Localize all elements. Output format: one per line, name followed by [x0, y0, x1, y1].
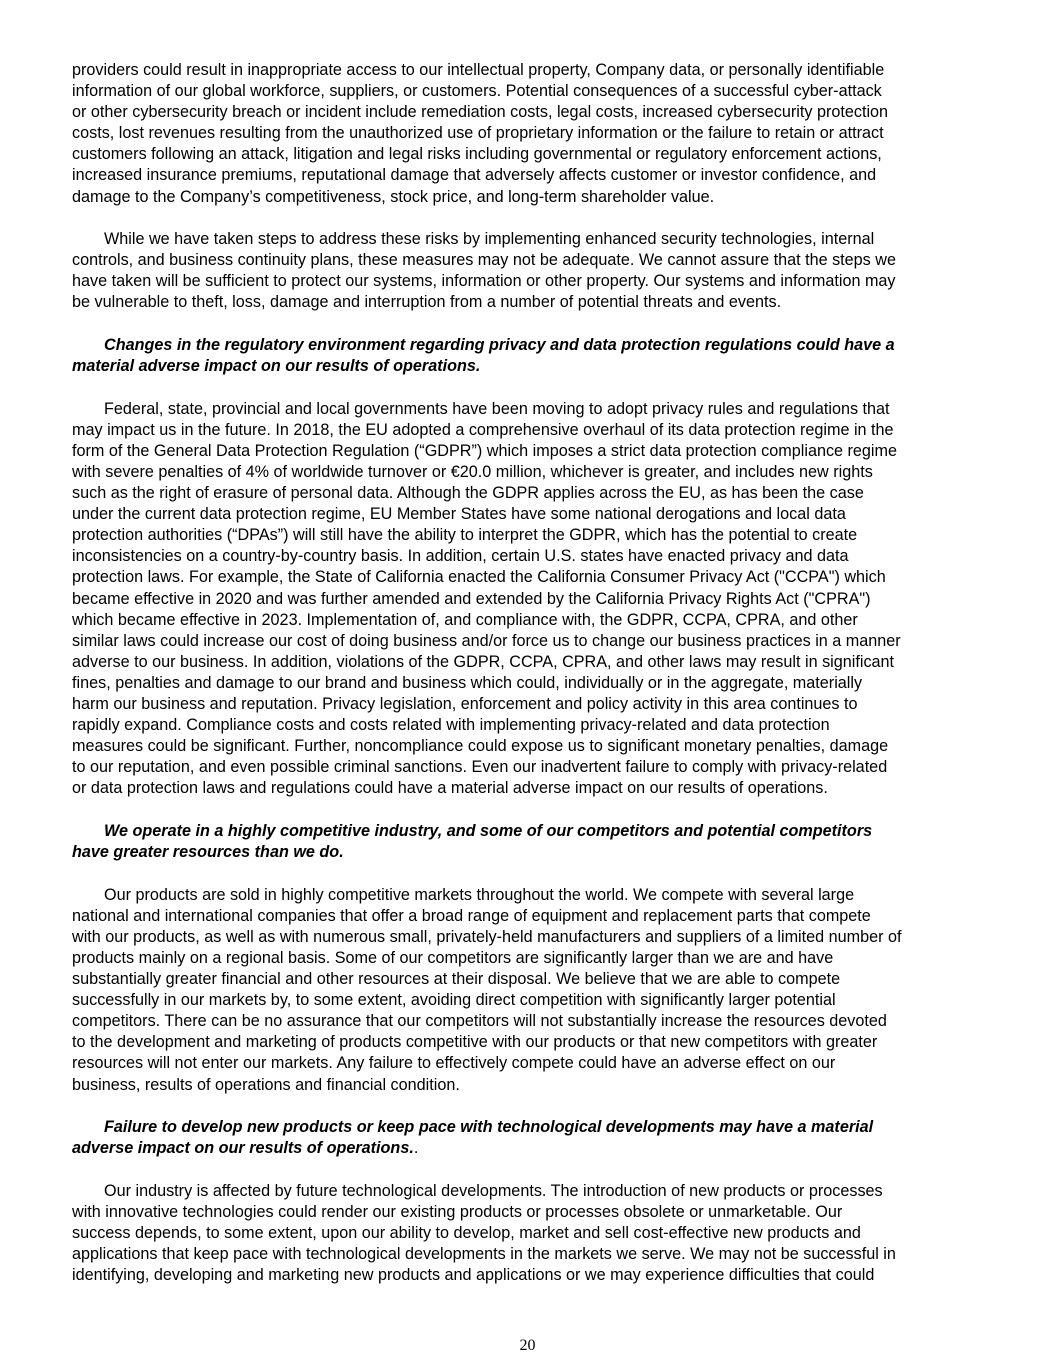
text-line: or data protection laws and regulations could have a material adverse impact on our results of operations.: [72, 779, 828, 798]
text-line: customers following an attack, litigation and legal risks including governmental or regulatory enforcement actions,: [72, 145, 882, 164]
text-line: Our industry is affected by future technological developments. The introduction of new products or processes: [104, 1181, 883, 1200]
page-number: 20: [519, 1337, 536, 1354]
text-line: to our reputation, and even possible criminal sanctions. Even our inadvertent failure to comply with privacy-related: [72, 758, 888, 777]
text-line: applications that keep pace with technological developments in the markets we serve. We may not be successful in: [72, 1245, 896, 1264]
section-heading: [72, 1117, 992, 1159]
text-line: We operate in a highly competitive industry, and some of our competitors and potential competitors: [104, 822, 873, 840]
text-line: competitors. There can be no assurance that our competitors will not substantially increase the resources devoted: [72, 1012, 887, 1031]
text-line: protection laws. For example, the State of California enacted the California Consumer Privacy Act ("CCPA") which: [72, 568, 886, 587]
text-line: success depends, to some extent, upon our ability to develop, market and sell cost-effective new products and: [72, 1224, 861, 1242]
text-line: national and international companies that offer a broad range of equipment and replacement parts that compete: [72, 906, 871, 925]
text-line: protection authorities (“DPAs”) will still have the ability to interpret the GDPR, which has the potential to create: [72, 526, 858, 545]
text-line: Federal, state, provincial and local governments have been moving to adopt privacy rules and regulations that: [104, 399, 890, 418]
trailing-period: .: [413, 1139, 419, 1158]
text-line: harm our business and reputation. Privacy legislation, enforcement and policy activity in this area continues to: [72, 695, 858, 714]
text-line: with severe penalties of 4% of worldwide turnover or €20.0 million, whichever is greater, and includes new rights: [72, 463, 873, 481]
text-line: may impact us in the future. In 2018, the EU adopted a comprehensive overhaul of its data protection regime in the: [72, 420, 894, 439]
text-line: resources will not enter our markets. Any failure to effectively compete could have an adverse effect on our: [72, 1054, 836, 1073]
text-line: similar laws could increase our cost of doing business and/or force us to change our business practices in a manner: [72, 631, 901, 650]
text-line: information of our global workforce, suppliers, or customers. Potential consequences of a successful cyber-attack: [72, 82, 882, 101]
text-line: controls, and business continuity plans, these measures may not be adequate. We cannot assure that the steps we: [72, 251, 896, 270]
text-line: adverse to our business. In addition, violations of the GDPR, CCPA, CPRA, and other laws may result in significant: [72, 652, 895, 671]
body-paragraph: [72, 229, 992, 313]
section-heading: [72, 821, 992, 863]
text-line: or other cybersecurity breach or incident include remediation costs, legal costs, increased cybersecurity protection: [72, 103, 889, 122]
text-line: providers could result in inappropriate access to our intellectual property, Company data, or personally identifiable: [72, 61, 885, 79]
text-line: costs, lost revenues resulting from the unauthorized use of proprietary information or the failure to retain or attract: [72, 124, 884, 143]
body-paragraph: [72, 399, 992, 800]
text-line: under the current data protection regime, EU Member States have some national derogations and local data: [72, 505, 846, 524]
body-paragraph: [72, 1181, 992, 1286]
text-line: Changes in the regulatory environment regarding privacy and data protection regulations could have a: [104, 336, 895, 355]
text-line: rapidly expand. Compliance costs and costs related with implementing privacy-related and data protection: [72, 716, 830, 735]
text-line: be vulnerable to theft, loss, damage and interruption from a number of potential threats and events.: [72, 293, 782, 312]
text-line: material adverse impact on our results of operations.: [72, 357, 481, 376]
text-line: have taken will be sufficient to protect our systems, information or other property. Our systems and information may: [72, 272, 896, 291]
text-line: successfully in our markets by, to some extent, avoiding direct competition with significantly larger potential: [72, 991, 836, 1010]
text-line: adverse impact on our results of operations..: [72, 1139, 419, 1158]
text-line: to the development and marketing of products competitive with our products or that new competitors with greater: [72, 1033, 878, 1052]
text-line: with our products, as well as with numerous small, privately-held manufacturers and suppliers of a limited number of: [72, 927, 902, 946]
text-line: became effective in 2020 and was further amended and extended by the California Privacy Rights Act ("CPRA"): [72, 589, 871, 608]
text-line: products mainly on a regional basis. Some of our competitors are significantly larger than we are and have: [72, 948, 834, 967]
section-heading: [72, 335, 992, 377]
text-line: with innovative technologies could render our existing products or processes obsolete or unmarketable. Our: [72, 1202, 843, 1221]
text-line: which became effective in 2023. Implementation of, and compliance with, the GDPR, CCPA, CPRA, and other: [72, 610, 858, 629]
text-line: identifying, developing and marketing new products and applications or we may experience difficulties that could: [72, 1266, 875, 1285]
text-line: substantially greater financial and other resources at their disposal. We believe that we are able to compete: [72, 970, 841, 989]
body-paragraph: [72, 885, 992, 1096]
text-line: measures could be significant. Further, noncompliance could expose us to significant monetary penalties, damage: [72, 737, 889, 756]
text-line: damage to the Company’s competitiveness, stock price, and long-term shareholder value.: [72, 187, 715, 206]
text-line: increased insurance premiums, reputational damage that adversely affects customer or investor confidence, and: [72, 166, 877, 185]
text-line: business, results of operations and financial condition.: [72, 1075, 460, 1094]
document-body: [72, 60, 992, 1308]
text-line: form of the General Data Protection Regulation (“GDPR”) which imposes a strict data protection compliance regime: [72, 441, 898, 460]
text-line: While we have taken steps to address these risks by implementing enhanced security technologies, internal: [104, 230, 875, 249]
text-line: fines, penalties and damage to our brand and business which could, individually or in the aggregate, materially: [72, 673, 863, 692]
text-line: have greater resources than we do.: [72, 843, 344, 862]
body-paragraph: [72, 60, 992, 208]
text-line: such as the right of erasure of personal data. Although the GDPR applies across the EU, as has been the case: [72, 484, 864, 503]
text-line: inconsistencies on a country-by-country basis. In addition, certain U.S. states have enacted privacy and data: [72, 547, 849, 566]
text-line: Failure to develop new products or keep pace with technological developments may have a material: [104, 1118, 874, 1137]
text-line: Our products are sold in highly competitive markets throughout the world. We compete with several large: [104, 885, 855, 904]
